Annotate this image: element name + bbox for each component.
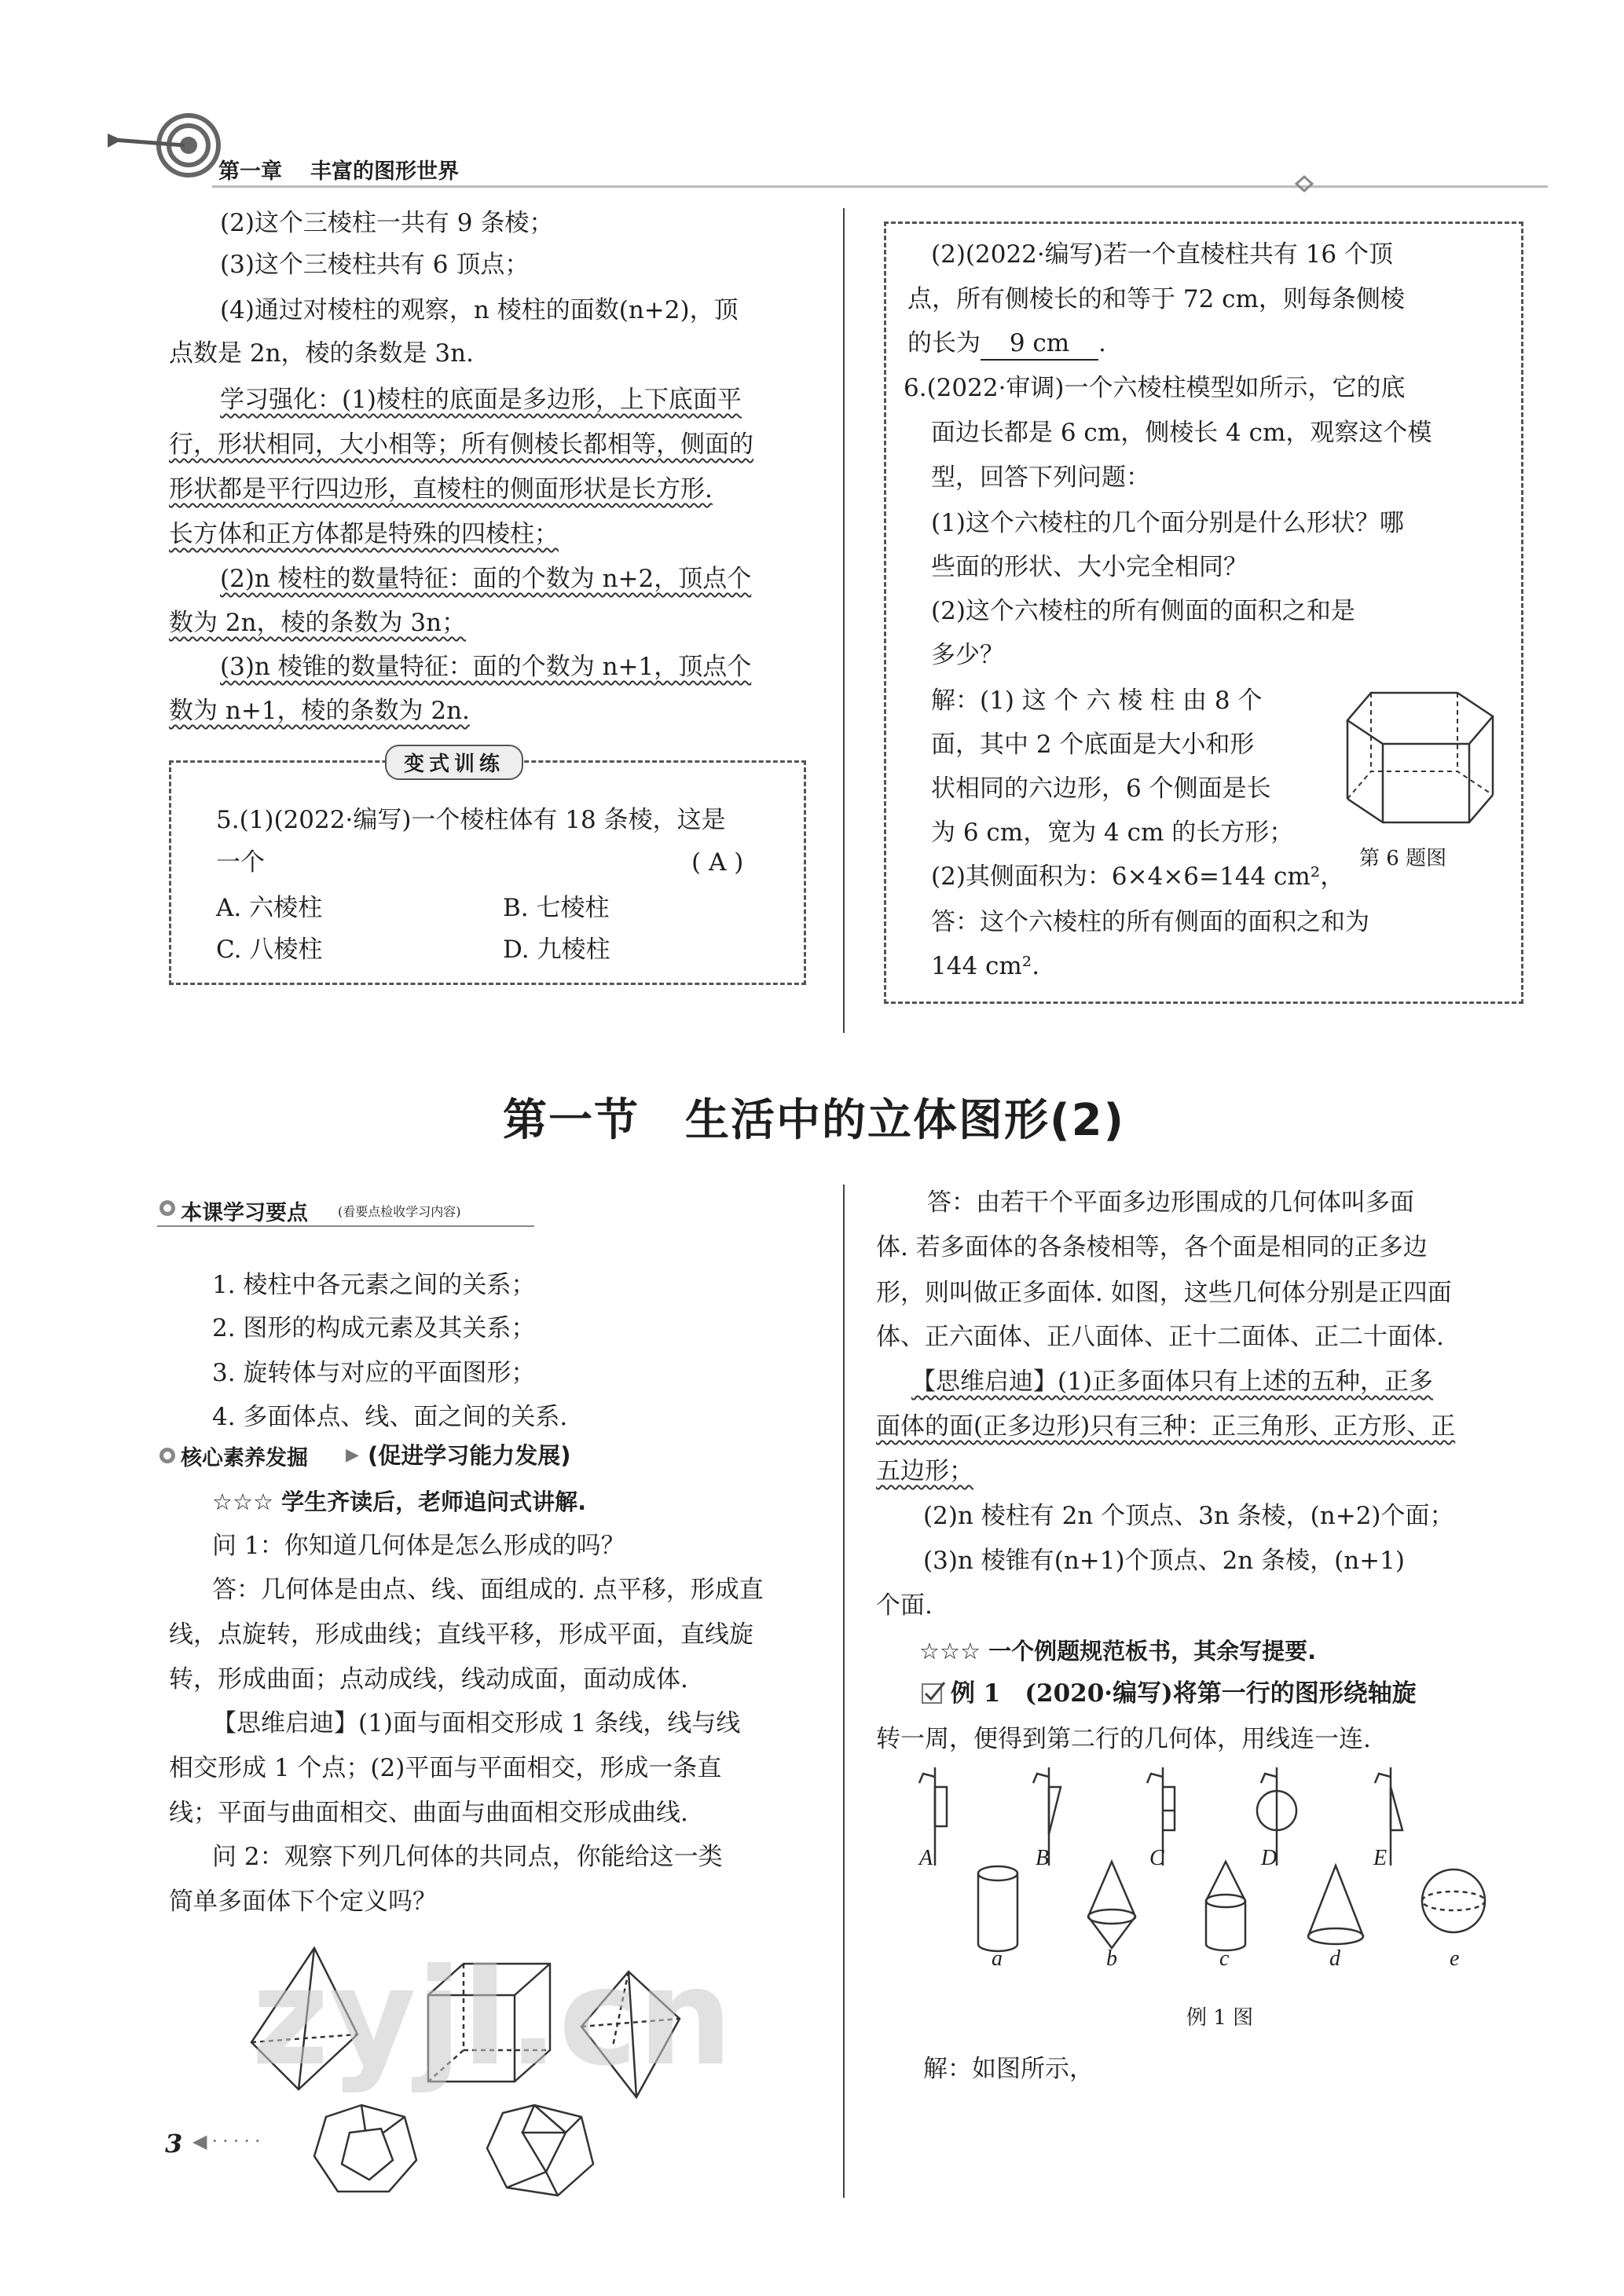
answer-text: 形，则叫做正多面体. 如图，这些几何体分别是正四面 [876,1279,1452,1307]
answer-text: 体、正六面体、正八面体、正十二面体、正二十面体. [876,1323,1444,1351]
solid-label-b: b [1106,1946,1117,1971]
point-item: 2. 图形的构成元素及其关系； [212,1314,536,1342]
text-line: 些面的形状、大小完全相同？ [931,553,1248,581]
text-line: (2)(2022·编写)若一个直棱柱共有 16 个顶 [931,240,1393,269]
tag-study-points: 本课学习要点 [181,1201,308,1225]
solution-line: 状相同的六边形，6 个侧面是长 [931,774,1271,803]
tag-core-literacy: 核心素养发掘 [181,1446,308,1470]
text-line: 学习强化：(1)棱柱的底面是多边形，上下底面平 [220,386,742,414]
solution-line: 解：(1) 这 个 六 棱 柱 由 8 个 [931,687,1263,715]
answer-text: 体. 若多面体的各条棱相等，各个面是相同的正多边 [876,1233,1428,1262]
answer-text: 答：由若干个平面多边形围成的几何体叫多面 [927,1188,1414,1217]
text-line: 面边长都是 6 cm，侧棱长 4 cm，观察这个模 [931,419,1432,447]
shape-label-a: A [919,1846,933,1870]
answer-text: 转，形成曲面；点动成线，线动成面，面动成体. [169,1665,688,1694]
tag-note: (促进学习能力发展) [368,1442,571,1469]
text-line: 多少？ [931,641,1004,669]
insight-text: (2)n 棱柱有 2n 个顶点、3n 条棱，(n+2)个面； [923,1502,1454,1530]
bullet-icon [157,1445,178,1466]
text-line: (2)这个三棱柱一共有 9 条棱； [220,209,554,237]
insight-text: 线；平面与曲面相交、曲面与曲面相交形成曲线. [169,1799,688,1827]
text-line: (4)通过对棱柱的观察，n 棱柱的面数(n+2)，顶 [220,296,739,324]
insight-text: 【思维启迪】(1)正多面体只有上述的五种，正多 [911,1368,1433,1396]
question-text: 问 1：你知道几何体是怎么形成的吗？ [212,1532,625,1560]
variant-banner: 变式训练 [385,745,523,780]
option-d: D. 九棱柱 [503,936,610,964]
bullet-icon [157,1198,178,1218]
column-divider [843,208,845,1033]
question-text: 5.(1)(2022·编写)一个棱柱体有 18 条棱，这是 [216,806,726,834]
example-text: 例 1 (2020·编写)将第一行的图形绕轴旋 [951,1679,1417,1708]
point-item: 4. 多面体点、线、面之间的关系. [212,1403,568,1431]
header-title: 丰富的图形世界 [310,159,459,184]
shape-label-c: C [1149,1846,1164,1870]
example-text: 转一周，便得到第二行的几何体，用线连一连. [876,1725,1371,1753]
page-number: 3 [165,2129,183,2159]
text-line: 数为 n+1，棱的条数为 2n. [169,697,470,725]
insight-text: 五边形； [876,1457,973,1485]
solid-label-d: d [1329,1946,1340,1971]
tag-rule [157,1225,534,1227]
insight-text: 个面. [876,1591,933,1620]
text-line: 长方体和正方体都是特殊的四棱柱； [169,520,559,548]
fill-answer: 9 cm [981,328,1098,361]
triangle-icon: ▶ [346,1445,359,1465]
solution-line: 144 cm². [931,952,1040,980]
answer-text: ( A ) [691,848,744,877]
text-fragment: 的长为 [907,329,981,357]
question-text: 简单多面体下个定义吗？ [169,1888,437,1916]
watermark: zyjl.cn [251,1940,733,2096]
solution-line: 面，其中 2 个底面是大小和形 [931,731,1255,759]
text-line: (3)n 棱锥的数量特征：面的个数为 n+1，顶点个 [220,653,752,681]
header-chapter: 第一章 [218,159,282,184]
text-line: 形状都是平行四边形，直棱柱的侧面形状是长方形. [169,475,713,504]
text-line: 数为 2n，棱的条数为 3n； [169,609,467,637]
question-text: 问 2：观察下列几何体的共同点，你能给这一类 [212,1843,723,1871]
insight-text: 相交形成 1 个点；(2)平面与平面相交，形成一条直 [169,1754,722,1782]
instruction-text: ☆☆☆ 学生齐读后，老师追问式讲解. [212,1489,587,1515]
text-line: 行，形状相同，大小相等；所有侧棱长都相等，侧面的 [169,430,753,459]
hexagonal-prism-figure [1340,677,1501,834]
solid-label-c: c [1219,1946,1230,1971]
column-divider [843,1185,845,2198]
option-b: B. 七棱柱 [503,894,610,922]
text-line: 点，所有侧棱长的和等于 72 cm，则每条侧棱 [907,285,1405,313]
solids-row [951,1858,1501,1960]
instruction-text: ☆☆☆ 一个例题规范板书，其余写提要. [919,1638,1317,1664]
shape-label-d: D [1261,1846,1278,1870]
insight-text: 面体的面(正多边形)只有三种：正三角形、正方形、正 [876,1412,1456,1441]
text-line: (2)n 棱柱的数量特征：面的个数为 n+2，顶点个 [220,565,752,593]
header-ornament-icon [1289,174,1320,193]
insight-text: (3)n 棱锥有(n+1)个顶点、2n 条棱，(n+1) [923,1547,1405,1575]
solution-line: 答：这个六棱柱的所有侧面的面积之和为 [931,908,1369,936]
checkmark-icon [921,1679,946,1705]
question-6: 6.(2022·审调)一个六棱柱模型如所示，它的底 [904,374,1406,402]
insight-text: 【思维启迪】(1)面与面相交形成 1 条线，线与线 [212,1709,741,1738]
solution-line: (2)其侧面积为：6×4×6=144 cm²， [931,862,1345,891]
answer-text: 答：几何体是由点、线、面组成的. 点平移，形成直 [212,1576,764,1604]
section-title: 第一节 生活中的立体图形(2) [503,1095,1126,1146]
shape-label-b: B [1036,1846,1050,1870]
text-line: 点数是 2n，棱的条数是 3n. [169,339,474,368]
solid-label-a: a [992,1946,1003,1971]
target-logo-icon [106,110,232,196]
solution-line: 为 6 cm，宽为 4 cm 的长方形； [931,818,1294,847]
question-text: 一个 [216,848,265,877]
solution-text: 解：如图所示， [923,2055,1094,2083]
text-line: (3)这个三棱柱共有 6 顶点； [220,251,530,279]
page-dots-icon: ◀····· [192,2130,266,2152]
text-fragment: . [1098,329,1106,357]
figure-caption: 例 1 图 [1186,2006,1254,2030]
point-item: 3. 旋转体与对应的平面图形； [212,1359,536,1387]
text-line: (1)这个六棱柱的几个面分别是什么形状？哪 [931,509,1404,537]
option-c: C. 八棱柱 [216,936,323,964]
option-a: A. 六棱柱 [216,894,323,922]
shape-label-e: E [1373,1846,1388,1870]
tag-note: (看要点检收学习内容) [338,1204,461,1219]
solid-label-e: e [1450,1946,1460,1971]
answer-text: 线，点旋转，形成曲线；直线平移，形成平面，直线旋 [169,1620,753,1649]
text-line: (2)这个六棱柱的所有侧面的面积之和是 [931,597,1355,625]
text-line: 型，回答下列问题： [931,463,1150,492]
figure-caption: 第 6 题图 [1359,847,1447,870]
point-item: 1. 棱柱中各元素之间的关系； [212,1271,536,1299]
text-line [907,323,1106,364]
header-rule [212,185,1548,188]
